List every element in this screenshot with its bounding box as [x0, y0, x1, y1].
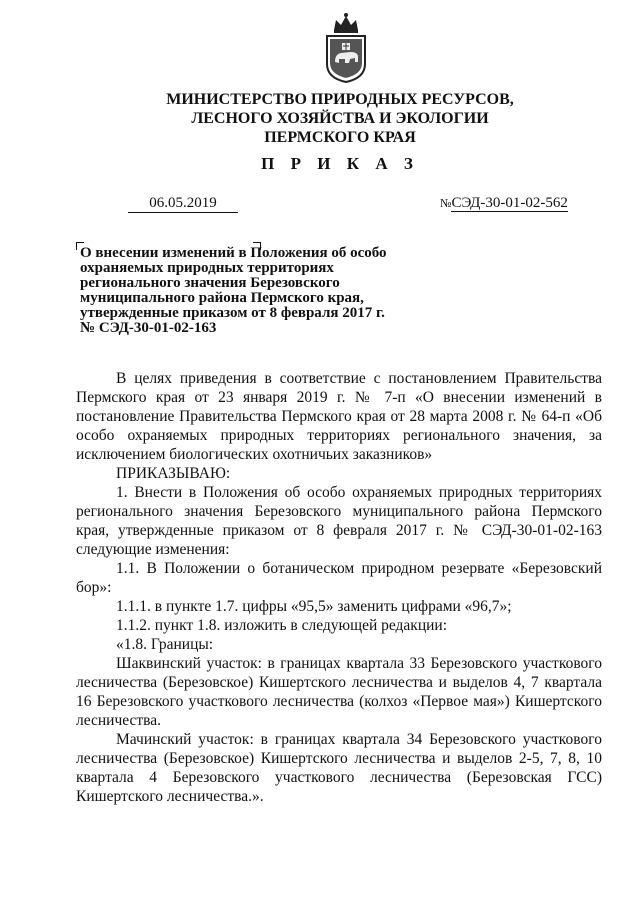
order-number: [440, 195, 568, 212]
order-body: [76, 369, 602, 806]
coat-of-arms-icon: [321, 12, 371, 84]
item-1-paragraph: 1. Внести в Положения об особо охраняемых природных территориях регионального значения Березовского муниципального района Пермского края, утвержденные приказом от 8 февраля 2017 г. № СЭД-30-01-02-163 следующие изменения:: [76, 484, 602, 558]
document-type: П Р И К А З: [261, 154, 419, 173]
ministry-line: ЛЕСНОГО ХОЗЯЙСТВА И ЭКОЛОГИИ: [191, 110, 489, 127]
order-keyword: ПРИКАЗЫВАЮ:: [116, 465, 231, 482]
subject-line: регионального значения Березовского: [80, 275, 340, 291]
order-number-value: СЭД-30-01-02-562: [451, 195, 568, 211]
item-1-1-1-paragraph: 1.1.1. в пункте 1.7. цифры «95,5» заменить цифрами «96,7»;: [116, 598, 512, 615]
subject-line: утвержденные приказом от 8 февраля 2017 г.: [80, 305, 385, 321]
preamble-paragraph: В целях приведения в соответствие с постановлением Правительства Пермского края от 23 января 2019 г. № 7-п «О внесении изменений в постановление Правительства Пермского края от 28 марта 2008 г. № 64-п «Об особо охраняемых природных территориях регионального значения, за исключением биологических охотничьих заказников»: [76, 370, 602, 463]
machino-section-paragraph: Мачинский участок: в границах квартала 34 Березовского участкового лесничества (Березовское) Кишертского лесничества и выделов 2-5, 7, 8, 10 квартала 4 Березовского участкового лесничества (Березовская ГСС) Кишертского лесничества.».: [76, 731, 602, 805]
shakva-section-paragraph: Шаквинский участок: в границах квартала 33 Березовского участкового лесничества (Березовское) Кишертского лесничества и выделов 4, 7 квартала 16 Березовского участкового лесничества (колхоз «Первое мая») Кишертского лесничества.: [76, 655, 602, 729]
order-subject: [80, 246, 420, 336]
ministry-header: [140, 90, 540, 147]
subject-line: муниципального района Пермского края,: [80, 290, 364, 306]
ministry-line: ПЕРМСКОГО КРАЯ: [264, 129, 416, 146]
item-1-1-paragraph: 1.1. В Положении о ботаническом природном резервате «Березовский бор»:: [76, 560, 602, 596]
subject-line: охраняемых природных территориях: [80, 260, 334, 276]
subject-line: № СЭД-30-01-02-163: [80, 320, 217, 336]
ministry-line: МИНИСТЕРСТВО ПРИРОДНЫХ РЕСУРСОВ,: [166, 91, 514, 108]
borders-heading: «1.8. Границы:: [116, 636, 214, 653]
item-1-1-2-paragraph: 1.1.2. пункт 1.8. изложить в следующей редакции:: [116, 617, 448, 634]
order-date: 06.05.2019: [128, 195, 238, 213]
subject-line: О внесении изменений в Положения об особо: [80, 245, 387, 261]
number-prefix: №: [440, 196, 452, 210]
